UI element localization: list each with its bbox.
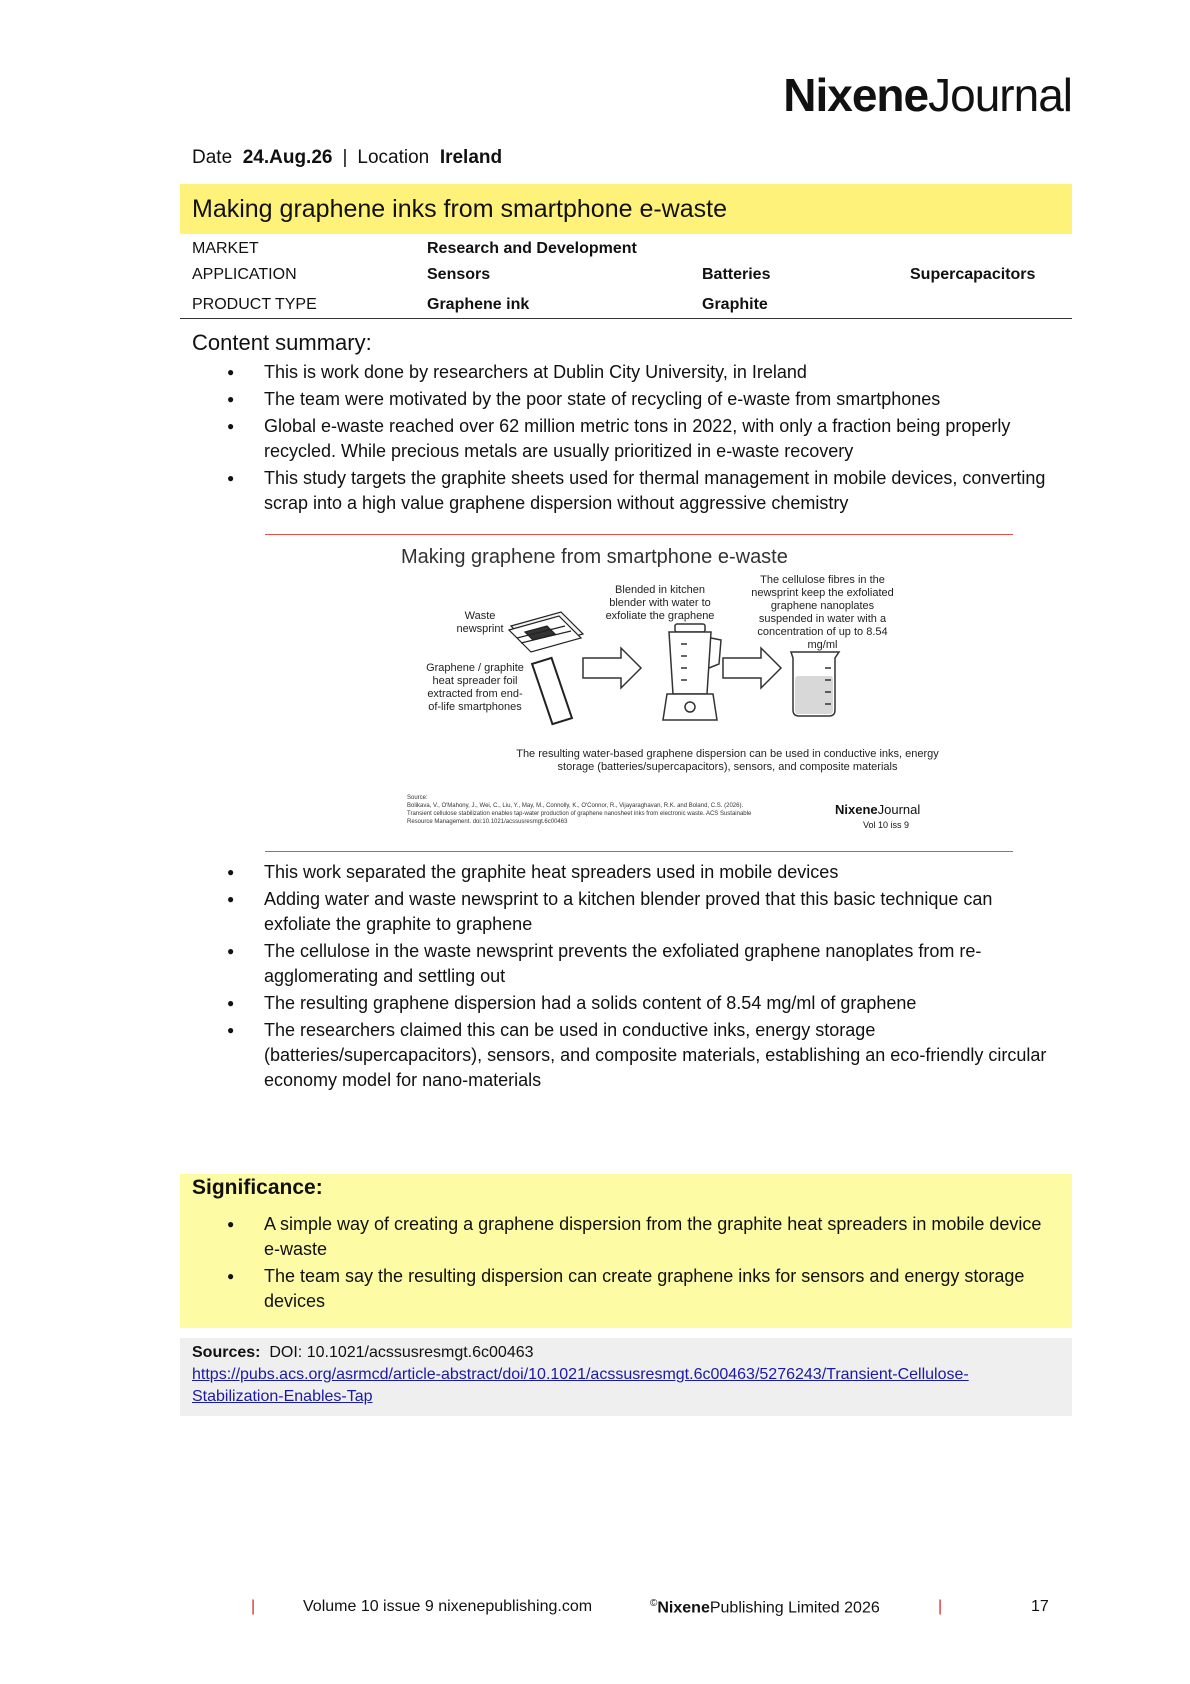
cellulose-note: The cellulose fibres in the newsprint keep the exfoliated graphene nanoplates suspended in water with a concentration of up to 8.54 mg/ml — [751, 574, 894, 651]
info-table — [180, 236, 1072, 319]
product-type-row: PRODUCT TYPE Graphene ink Graphite — [180, 288, 1072, 319]
list-item: ● The researchers claimed this can be used in conductive inks, energy storage (batteries/supercapacitors), sensors, and composite materials, establishing an eco-friendly circular economy model for nano-materials — [192, 1018, 1052, 1093]
footer-bar-right: | — [938, 1598, 943, 1615]
significance-list — [192, 1212, 1052, 1316]
significance-box — [180, 1174, 1072, 1328]
list-item: ● Adding water and waste newsprint to a kitchen blender proved that this basic technique can exfoliate the graphite to graphene — [192, 887, 1052, 937]
blender-icon — [663, 624, 721, 720]
sources-doi: DOI: 10.1021/acssusresmgt.6c00463 — [269, 1344, 534, 1361]
brand-logo: NixeneJournal — [783, 69, 1072, 121]
beaker-icon — [791, 652, 839, 716]
market-row: MARKET Research and Development — [192, 240, 637, 257]
figure-source: Source: Bolikava, V., O'Mahony, J., Wei, C., Liu, Y., May, M., Connolly, K., O'Connor, R., Vijayaraghavan, R.K. and Boland, C.S. (2026). Transient cellulose stabilization enables tap-water production of graphene nanosheet inks from electronic waste. ACS Sustainable Resource Management. doi:10.1021/acssusresmgt.6c00463 — [407, 795, 752, 825]
smartphone-icon — [532, 656, 573, 725]
date-value: 24.Aug.26 — [242, 147, 333, 168]
page-number: 17 — [1031, 1598, 1049, 1615]
list-item: ● The team say the resulting dispersion can create graphene inks for sensors and energy storage devices — [192, 1264, 1052, 1314]
list-item: ● The team were motivated by the poor state of recycling of e-waste from smartphones — [192, 387, 1052, 412]
arrow-right-icon — [723, 648, 781, 688]
list-item: ● A simple way of creating a graphene dispersion from the graphite heat spreaders in mobile device e-waste — [192, 1212, 1052, 1262]
application-row: APPLICATION Sensors Batteries Supercapacitors — [192, 266, 1036, 283]
figure-title: Making graphene from smartphone e-waste — [401, 546, 788, 568]
footer-volume: Volume 10 issue 9 nixenepublishing.com — [303, 1598, 593, 1615]
list-item: ● This study targets the graphite sheets used for thermal management in mobile devices, converting scrap into a high value graphene dispersion without aggressive chemistry — [192, 466, 1052, 516]
footer-copyright: ©NixenePublishing Limited 2026 — [650, 1598, 880, 1617]
waste-newsprint-label: Waste newsprint — [456, 610, 504, 635]
result-note: The resulting water-based graphene dispersion can be used in conductive inks, energy storage (batteries/supercapacitors), sensors, and composite materials — [516, 748, 939, 773]
sources-box — [180, 1338, 1072, 1416]
figure-volume: Vol 10 iss 9 — [863, 820, 910, 830]
graphene-foil-label: Graphene / graphite heat spreader foil extracted from end-of-life smartphones — [426, 662, 524, 713]
summary-list — [192, 360, 1052, 518]
list-item: ● Global e-waste reached over 62 million metric tons in 2022, with only a fraction being properly recycled. While precious metals are usually prioritized in e-waste recovery — [192, 414, 1052, 464]
sources-label: Sources: — [192, 1344, 261, 1361]
arrow-right-icon — [583, 648, 641, 688]
footer-bar-left: | — [251, 1598, 256, 1615]
list-item: ● This work separated the graphite heat spreaders used in mobile devices — [192, 860, 1052, 885]
blender-note: Blended in kitchen blender with water to exfoliate the graphene — [605, 584, 715, 622]
article-meta: Date 24.Aug.26 | Location Ireland — [192, 147, 503, 168]
newspaper-icon — [509, 612, 583, 652]
list-item: ● The cellulose in the waste newsprint prevents the exfoliated graphene nanoplates from re-agglomerating and settling out — [192, 939, 1052, 989]
process-figure — [265, 534, 1013, 852]
source-link[interactable]: https://pubs.acs.org/asrmcd/article-abstract/doi/10.1021/acssusresmgt.6c00463/5276243/Transient-Cellulose-Stabilization-Enables-Tap — [192, 1366, 969, 1405]
list-item: ● This is work done by researchers at Dublin City University, in Ireland — [192, 360, 1052, 385]
list-item: ● The resulting graphene dispersion had a solids content of 8.54 mg/ml of graphene — [192, 991, 1052, 1016]
figure-bottom-rule — [265, 851, 1013, 852]
location-value: Ireland — [439, 147, 503, 168]
figure-logo: NixeneJournal — [835, 802, 921, 817]
detail-list — [192, 860, 1052, 1095]
article-title: Making graphene inks from smartphone e-waste — [192, 195, 727, 223]
content-summary-heading: Content summary: — [192, 330, 372, 355]
significance-heading: Significance: — [192, 1176, 323, 1199]
article-title-bar — [180, 184, 1072, 234]
